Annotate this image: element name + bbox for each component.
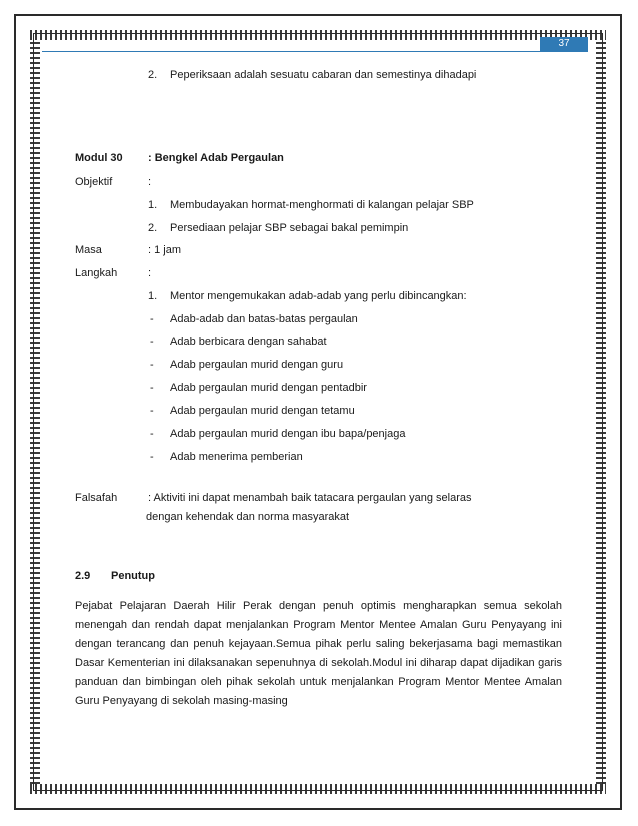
sub-item-dash: -: [150, 382, 154, 394]
page-number: 37: [540, 37, 588, 51]
objective-1-number: 1.: [148, 199, 158, 211]
step-1-text: Mentor mengemukakan adab-adab yang perlu dibincangkan:: [170, 290, 467, 302]
module-title: : Bengkel Adab Pergaulan: [148, 152, 284, 164]
sub-item-dash: -: [150, 336, 154, 348]
section-number: 2.9: [75, 570, 91, 582]
time-label: Masa: [75, 244, 102, 256]
sub-item-dash: -: [150, 405, 154, 417]
sub-item-dash: -: [150, 428, 154, 440]
objective-colon: :: [148, 176, 152, 188]
time-value: : 1 jam: [148, 244, 182, 256]
steps-label: Langkah: [75, 267, 118, 279]
sub-item-text: Adab menerima pemberian: [170, 451, 303, 463]
step-1-number: 1.: [148, 290, 158, 302]
top-item-text: Peperiksaan adalah sesuatu cabaran dan semestinya dihadapi: [170, 69, 477, 81]
objective-label: Objektif: [75, 176, 113, 188]
sub-item-dash: -: [150, 451, 154, 463]
objective-2-number: 2.: [148, 222, 158, 234]
sub-item-text: Adab-adab dan batas-batas pergaulan: [170, 313, 358, 325]
philosophy-label: Falsafah: [75, 492, 118, 504]
sub-item-dash: -: [150, 313, 154, 325]
sub-item-text: Adab berbicara dengan sahabat: [170, 336, 327, 348]
sub-item-text: Adab pergaulan murid dengan tetamu: [170, 405, 355, 417]
steps-colon: :: [148, 267, 152, 279]
objective-1-text: Membudayakan hormat-menghormati di kalangan pelajar SBP: [170, 199, 474, 211]
sub-item-text: Adab pergaulan murid dengan ibu bapa/penjaga: [170, 428, 406, 440]
header-rule: [42, 51, 588, 52]
module-label: Modul 30: [75, 152, 123, 164]
philosophy-line-1: : Aktiviti ini dapat menambah baik tatacara pergaulan yang selaras: [148, 492, 472, 504]
top-item-number: 2.: [148, 69, 158, 81]
objective-2-text: Persediaan pelajar SBP sebagai bakal pemimpin: [170, 222, 409, 234]
section-title: Penutup: [111, 570, 155, 582]
sub-item-text: Adab pergaulan murid dengan pentadbir: [170, 382, 367, 394]
philosophy-line-2: dengan kehendak dan norma masyarakat: [146, 511, 350, 523]
sub-item-text: Adab pergaulan murid dengan guru: [170, 359, 344, 371]
sub-item-dash: -: [150, 359, 154, 371]
closing-paragraph: Pejabat Pelajaran Daerah Hilir Perak dengan penuh optimis mengharapkan semua sekolah menengah dan rendah dapat menjalankan Program Mentor Mentee Amalan Guru Penyayang ini dengan terancang dan penuh kejayaan.Semua pihak perlu saling bekerjasama bagi memastikan Dasar Kementerian ini dilaksanakan sepenuhnya di sekolah.Modul ini diharap dapat dijadikan garis panduan dan bimbingan oleh pihak sekolah untuk menjalankan Program Mentor Mentee Amalan Guru Penyayang di sekolah masing-masing: [75, 600, 562, 707]
